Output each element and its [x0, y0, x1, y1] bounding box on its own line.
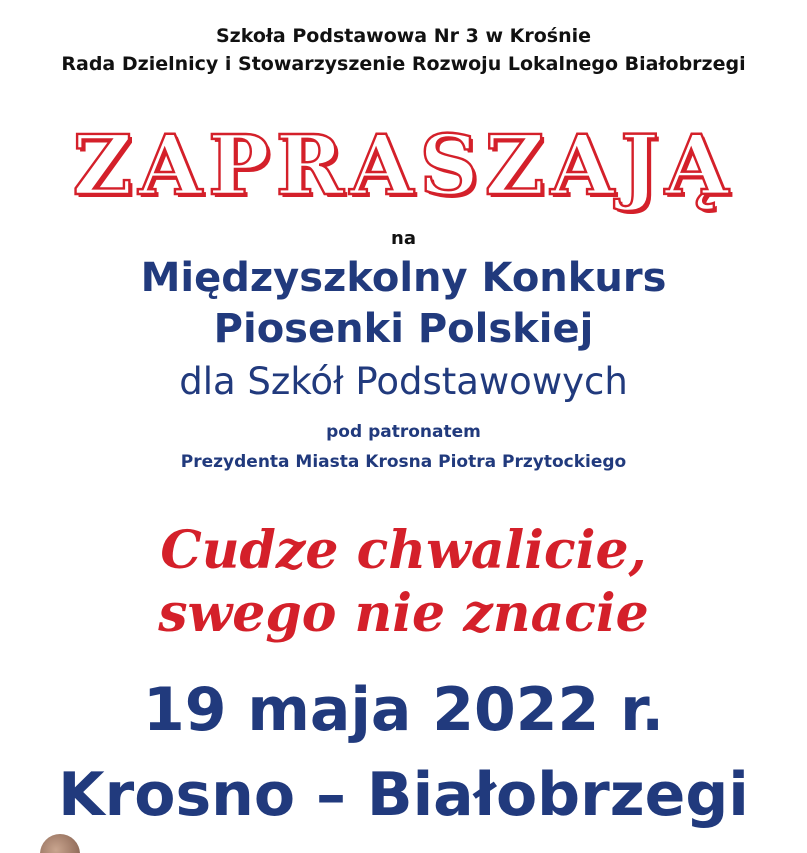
contest-audience: dla Szkół Podstawowych — [179, 360, 628, 403]
motto-line2: swego nie znacie — [158, 583, 649, 644]
contest-title-line2: Piosenki Polskiej — [213, 306, 594, 352]
patronage-name: Prezydenta Miasta Krosna Piotra Przytockiego — [180, 452, 627, 472]
organizer-school: Szkoła Podstawowa Nr 3 w Krośnie — [215, 25, 592, 47]
headline-invite: ZAPRASZAJĄ — [72, 118, 735, 214]
contest-title-line1: Międzyszkolny Konkurs — [140, 255, 667, 301]
motto-line1: Cudze chwalicie, — [160, 520, 647, 581]
organizer-council: Rada Dzielnicy i Stowarzyszenie Rozwoju Lokalnego Białobrzegi — [61, 53, 746, 75]
patronage-label: pod patronatem — [326, 422, 481, 442]
event-date: 19 maja 2022 r. — [142, 675, 665, 745]
connector-text: na — [391, 228, 416, 249]
photo-fragment — [40, 834, 80, 853]
event-place: Krosno – Białobrzegi — [58, 760, 749, 830]
